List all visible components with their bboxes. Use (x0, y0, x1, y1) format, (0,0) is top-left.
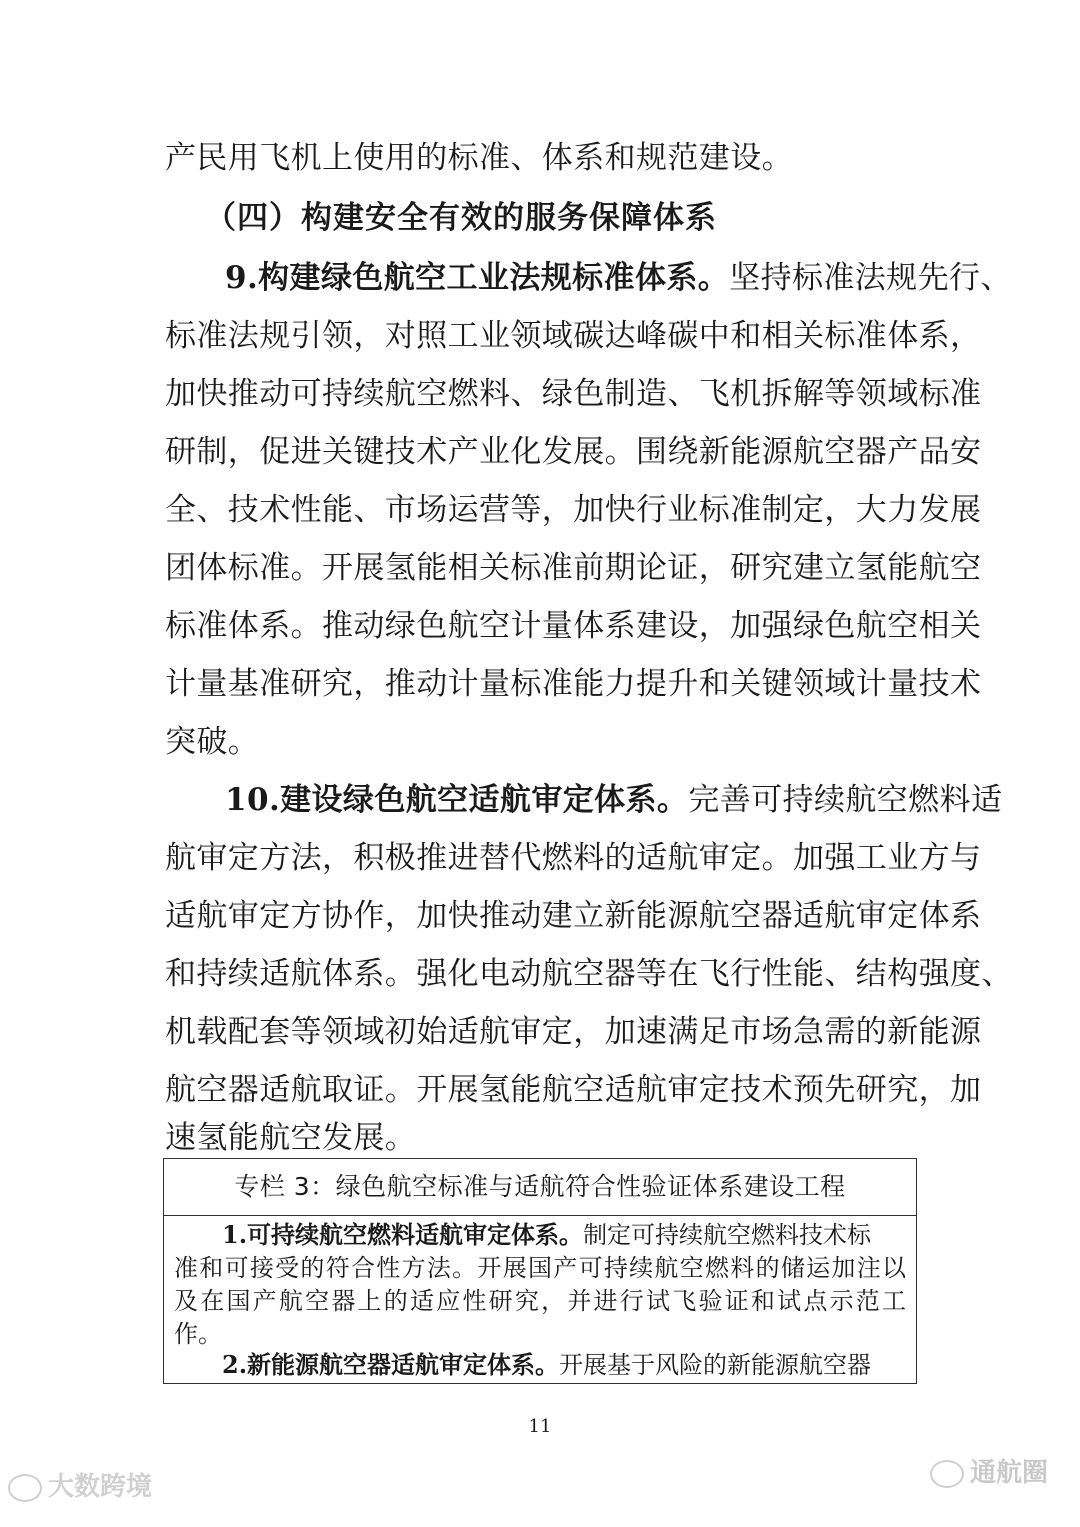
watermark-left (8, 1466, 152, 1503)
item10-first-rest: 完善可持续航空燃料适 (688, 782, 1003, 818)
item10-line: 航空器适航取证。开展氢能航空适航审定技术预先研究，加 (165, 1072, 982, 1108)
item9-line: 计量基准研究，推动计量标准能力提升和关键领域计量技术 (165, 666, 982, 702)
item9-line: 研制，促进关键技术产业化发展。围绕新能源航空器产品安 (165, 434, 982, 470)
item10-line: 机载配套等领域初始适航审定，加速满足市场急需的新能源 (165, 1014, 982, 1050)
item9-first-line (225, 258, 1012, 298)
item9-line: 标准法规引领，对照工业领域碳达峰碳中和相关标准体系， (165, 318, 982, 354)
watermark-left-text: 大数跨境 (48, 1472, 153, 1502)
item9-line: 加快推动可持续航空燃料、绿色制造、飞机拆解等领域标准 (165, 376, 982, 412)
box-item1-line: 作。 (174, 1320, 222, 1348)
box-item1-first-rest: 制定可持续航空燃料技术标 (583, 1221, 872, 1249)
page-number: 11 (528, 1416, 552, 1437)
item10-line: 速氢能航空发展。 (165, 1120, 417, 1156)
item9-line: 突破。 (165, 724, 260, 760)
item10-lead: 10.建设绿色航空适航审定体系。 (225, 782, 689, 818)
watermark-right-text: 通航圈 (970, 1458, 1049, 1488)
item9-line: 团体标准。开展氢能相关标准前期论证，研究建立氢能航空 (165, 550, 982, 586)
section-heading: （四）构建安全有效的服务保障体系 (205, 200, 717, 236)
box-item1-line: 准和可接受的符合性方法。开展国产可持续航空燃料的储运加注以 (174, 1254, 906, 1282)
item10-first-line (225, 780, 1003, 820)
box-item1-lead: 1.可持续航空燃料适航审定体系。 (222, 1220, 584, 1249)
sidebar-box (163, 1158, 917, 1384)
brand-logo-icon (8, 1474, 42, 1502)
item10-line: 航审定方法，积极推进替代燃料的适航审定。加强工业方与 (165, 840, 982, 876)
box-item2-first-rest: 开展基于风险的新能源航空器 (559, 1351, 872, 1379)
item9-first-rest: 坚持标准法规先行、 (729, 260, 1012, 296)
item9-line: 全、技术性能、市场运营等，加快行业标准制定，大力发展 (165, 492, 982, 528)
item9-lead: 9.构建绿色航空工业法规标准体系。 (225, 260, 730, 296)
box-item1-line: 及在国产航空器上的适应性研究，并进行试飞验证和试点示范工 (174, 1287, 906, 1315)
item10-line: 适航审定方协作，加快推动建立新能源航空器适航审定体系 (165, 898, 982, 934)
item10-line: 和持续适航体系。强化电动航空器等在飞行性能、结构强度、 (165, 956, 1013, 992)
box-title: 专栏 3：绿色航空标准与适航符合性验证体系建设工程 (164, 1159, 916, 1216)
watermark-right (930, 1452, 1048, 1489)
item9-line: 标准体系。推动绿色航空计量体系建设，加强绿色航空相关 (165, 608, 982, 644)
box-item2-lead: 2.新能源航空器适航审定体系。 (222, 1350, 560, 1379)
wechat-icon (930, 1460, 964, 1488)
box-item1-first-line (222, 1219, 906, 1251)
box-item2-first-line (222, 1349, 906, 1381)
carry-over-line: 产民用飞机上使用的标准、体系和规范建设。 (165, 140, 793, 176)
